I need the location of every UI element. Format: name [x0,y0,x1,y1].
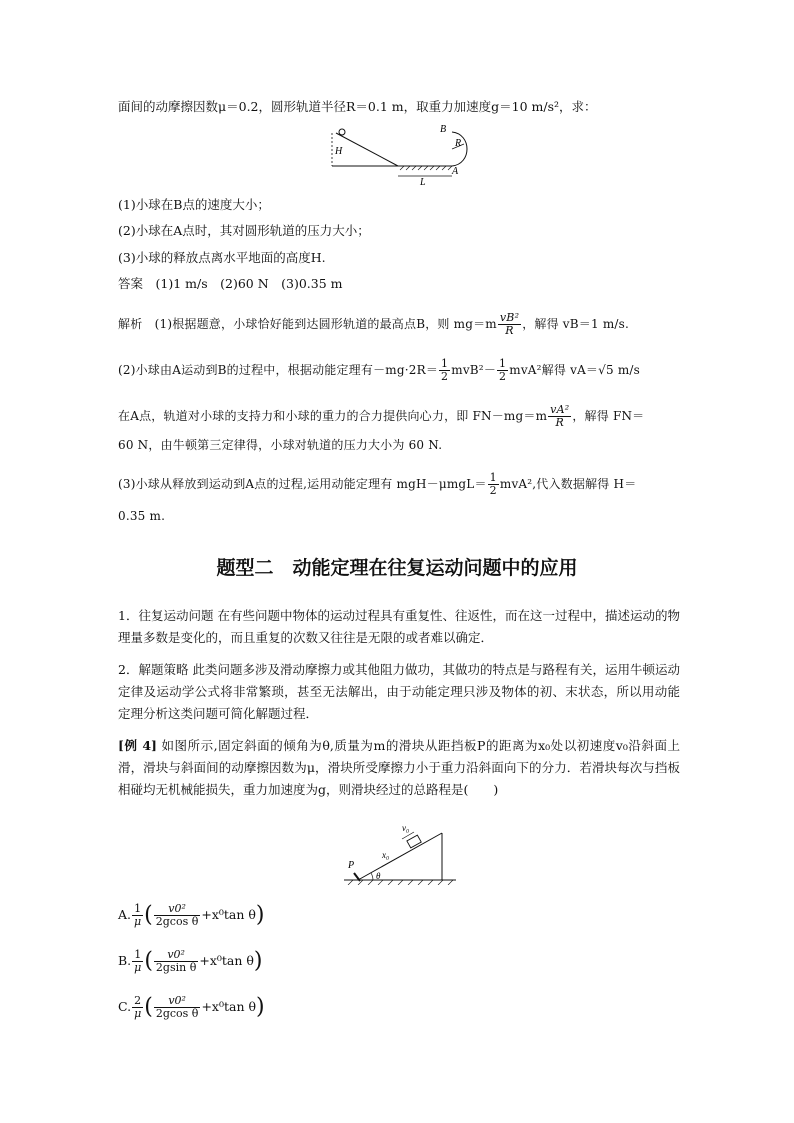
solution-step-1: 解析 (1)根据题意，小球恰好能到达圆形轨道的最高点B，则 mg＝m $\frac{\text{vB²}}{R}$ ，解得 vB＝1 m/s. [118,311,630,337]
fig1-label-B: B [440,124,447,135]
fig2-label-x0: x₀ [382,850,390,860]
solution-step-6: 0.35 m. [118,509,166,523]
figure-track-diagram [322,124,472,186]
solution-step-2: (2)小球由A运动到B的过程中，根据动能定理有－mg·2R＝ $\frac{1}{2}$ mvB²－ $\frac{1}{2}$ mvA²解得 vA＝√5 m/s [118,357,641,383]
paragraph-1-label: 1．往复运动问题 [118,608,214,623]
fig2-label-P: P [348,860,355,871]
fig1-label-L: L [420,177,426,186]
intro-text: 面间的动摩擦因数μ＝0.2，圆形轨道半径R＝0.1 m，取重力加速度g＝10 m/s²，求： [118,99,597,114]
option-c[interactable]: C. $\frac{2}{\mu}$ ( $\frac{\text{v0²}}{\text{2gcos θ}}$ +x⁰tan θ) [118,994,265,1020]
example-label: [例 4] [118,738,157,753]
option-a[interactable]: A. $\frac{1}{\mu}$ ( $\frac{\text{v0²}}{\text{2gcos θ}}$ +x⁰tan θ) [118,902,265,928]
figure-incline-diagram [340,823,460,885]
solution-step-4: 60 N，由牛顿第三定律得，小球对轨道的压力大小为 60 N. [118,438,443,452]
example-4: [例 4] 如图所示,固定斜面的倾角为θ,质量为m的滑块从距挡板P的距离为x₀处以初速度v₀沿斜面上滑，滑块与斜面间的动摩擦因数为μ，滑块所受摩擦力小于重力沿斜面向下的分力．若滑块每次与挡板相碰均无机械能损失，重力加速度为g，则滑块经过的总路程是( ) [118,738,680,797]
option-b[interactable]: B. $\frac{1}{\mu}$ ( $\frac{\text{v0²}}{\text{2gsin θ}}$ +x⁰tan θ) [118,948,263,974]
fig1-label-H: H [335,146,343,157]
paragraph-2: 2．解题策略 此类问题多涉及滑动摩擦力或其他阻力做功，其做功的特点是与路程有关，运用牛顿运动定律及运动学公式将非常繁琐，甚至无法解出，由于动能定理只涉及物体的初、末状态，所以用动能定理分析这类问题可简化解题过程． [118,662,680,721]
section-title: 题型二 动能定理在往复运动问题中的应用 [216,557,578,579]
answer-line: 答案 (1)1 m/s (2)60 N (3)0.35 m [118,276,343,291]
paragraph-1: 1．往复运动问题 在有些问题中物体的运动过程具有重复性、往返性，而在这一过程中，描述运动的物理量多数是变化的，而且重复的次数又往往是无限的或者难以确定． [118,608,680,645]
question-3: (3)小球的释放点离水平地面的高度H. [118,250,326,265]
fig1-label-R: R [455,138,462,149]
fig1-label-A: A [452,166,459,177]
fig2-label-v0: v₀ [402,823,410,833]
ball-icon [339,129,345,135]
question-1: (1)小球在B点的速度大小； [118,197,270,212]
fig2-label-theta: θ [376,871,381,881]
question-2: (2)小球在A点时，其对圆形轨道的压力大小； [118,223,370,238]
solution-step-3: 在A点，轨道对小球的支持力和小球的重力的合力提供向心力，即 FN－mg＝m $\frac{\text{vA²}}{R}$ ，解得 FN＝ [118,403,645,429]
solution-step-5: (3)小球从释放到运动到A点的过程,运用动能定理有 mgH－μmgL＝ $\frac{1}{2}$ mvA²,代入数据解得 H＝ [118,471,637,497]
